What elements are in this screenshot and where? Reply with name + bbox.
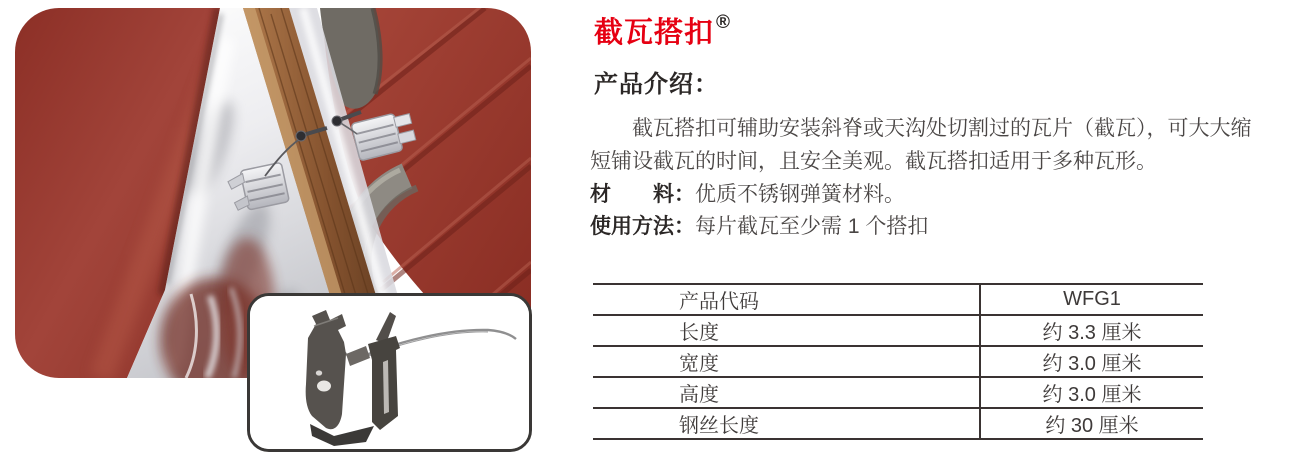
material-value: 优质不锈钢弹簧材料。 bbox=[695, 183, 905, 206]
usage-row bbox=[590, 212, 928, 242]
spec-label: 高度 bbox=[593, 377, 980, 408]
intro-heading: 产品介绍： bbox=[594, 71, 719, 98]
spec-value: 约 3.0 厘米 bbox=[980, 346, 1203, 377]
spec-table bbox=[593, 283, 1203, 440]
usage-label: 使用方法： bbox=[590, 215, 695, 238]
product-title: 截瓦搭扣 bbox=[594, 17, 715, 49]
material-row bbox=[590, 180, 905, 210]
table-row bbox=[593, 284, 1203, 315]
table-row bbox=[593, 346, 1203, 377]
usage-value: 每片截瓦至少需 1 个搭扣 bbox=[695, 215, 929, 238]
intro-line-2: 短铺设截瓦的时间，且安全美观。截瓦搭扣适用于多种瓦形。 bbox=[590, 150, 1157, 173]
spec-value: 约 30 厘米 bbox=[980, 408, 1203, 439]
clip-product-graphic bbox=[250, 296, 529, 449]
table-row bbox=[593, 377, 1203, 408]
spec-value: WFG1 bbox=[980, 284, 1203, 315]
spec-value: 约 3.0 厘米 bbox=[980, 377, 1203, 408]
material-label: 材 料： bbox=[590, 183, 695, 206]
table-row bbox=[593, 408, 1203, 439]
spec-label: 产品代码 bbox=[593, 284, 980, 315]
intro-line-1: 截瓦搭扣可辅助安装斜脊或天沟处切割过的瓦片（截瓦），可大大缩 bbox=[632, 117, 1252, 140]
clip-product-closeup bbox=[247, 293, 532, 452]
table-row bbox=[593, 315, 1203, 346]
spec-label: 长度 bbox=[593, 315, 980, 346]
product-title-row bbox=[594, 12, 730, 50]
registered-trademark-symbol: ® bbox=[716, 12, 731, 33]
intro-paragraph bbox=[590, 112, 1300, 178]
spec-label: 钢丝长度 bbox=[593, 408, 980, 439]
spec-label: 宽度 bbox=[593, 346, 980, 377]
spec-value: 约 3.3 厘米 bbox=[980, 315, 1203, 346]
